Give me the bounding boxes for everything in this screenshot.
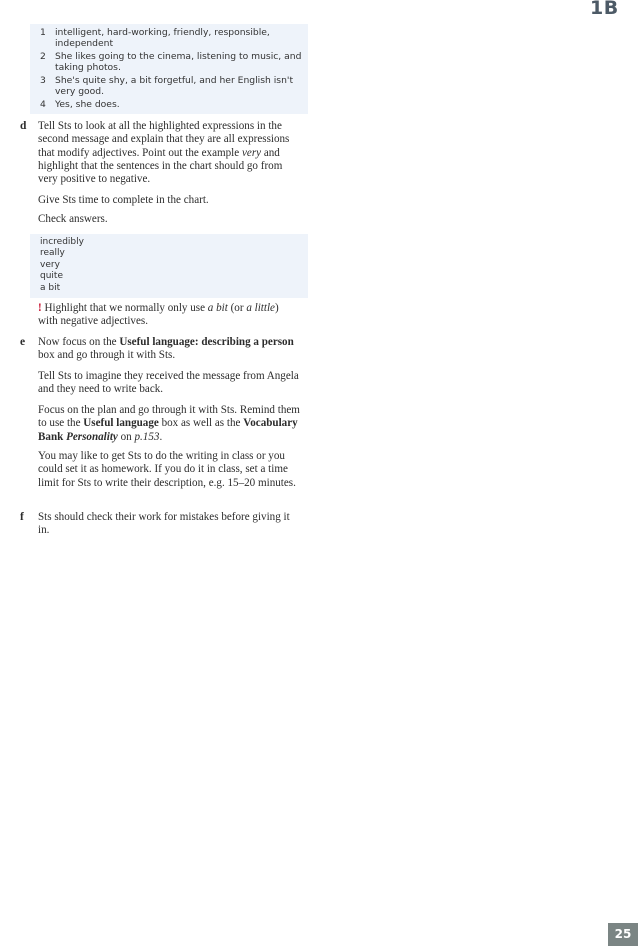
answer-key-box	[30, 24, 308, 114]
answer-number: 2	[40, 51, 46, 62]
page-number: 25	[608, 923, 638, 946]
section-f-para1: Sts should check their work for mistakes before giving it in.	[38, 511, 290, 537]
answer-text: She likes going to the cinema, listening to music, and taking photos.	[55, 51, 302, 74]
section-d-para1: Tell Sts to look at all the highlighted expressions in the second message and explain that they are all expressions that modify adjectives. Point out the example very and highlight that the sentences in the chart should go from very positive to negative.	[38, 120, 290, 186]
answer-number: 3	[40, 75, 46, 86]
chart-answer: quite	[40, 271, 63, 282]
section-d-para3: Check answers.	[38, 213, 108, 225]
section-e-para3: Focus on the plan and go through it with Sts. Remind them to use the Useful language box as well as the Vocabulary Bank Personality on p.153.	[38, 404, 300, 443]
answer-text: intelligent, hard-working, friendly, responsible, independent	[55, 27, 270, 50]
chart-answer: incredibly	[40, 237, 84, 247]
section-e-para2: Tell Sts to imagine they received the message from Angela and they need to write back.	[38, 370, 299, 396]
answer-number: 4	[40, 99, 46, 110]
chart-answer: very	[40, 259, 60, 270]
unit-label: 1B	[590, 0, 619, 19]
chart-answer-box	[30, 234, 308, 298]
section-e-para4: You may like to get Sts to do the writing in class or you could set it as homework. If you do it in class, set a time limit for Sts to write their description, e.g. 15–20 minutes.	[38, 450, 296, 489]
answer-text: She's quite shy, a bit forgetful, and her English isn't very good.	[55, 75, 294, 98]
chart-answer: a bit	[40, 282, 61, 293]
section-letter-f: f	[20, 511, 24, 523]
section-d-para2: Give Sts time to complete in the chart.	[38, 194, 209, 206]
answer-number: 1	[40, 27, 46, 38]
section-e-para1: Now focus on the Useful language: describing a person box and go through it with Sts.	[38, 336, 294, 362]
section-d-note: ! Highlight that we normally only use a bit (or a little) with negative adjectives.	[38, 302, 279, 328]
note-mark: !	[38, 302, 42, 314]
chart-answer: really	[40, 248, 65, 259]
section-letter-e: e	[20, 336, 26, 348]
answer-text: Yes, she does.	[55, 99, 120, 110]
section-letter-d: d	[20, 120, 27, 132]
